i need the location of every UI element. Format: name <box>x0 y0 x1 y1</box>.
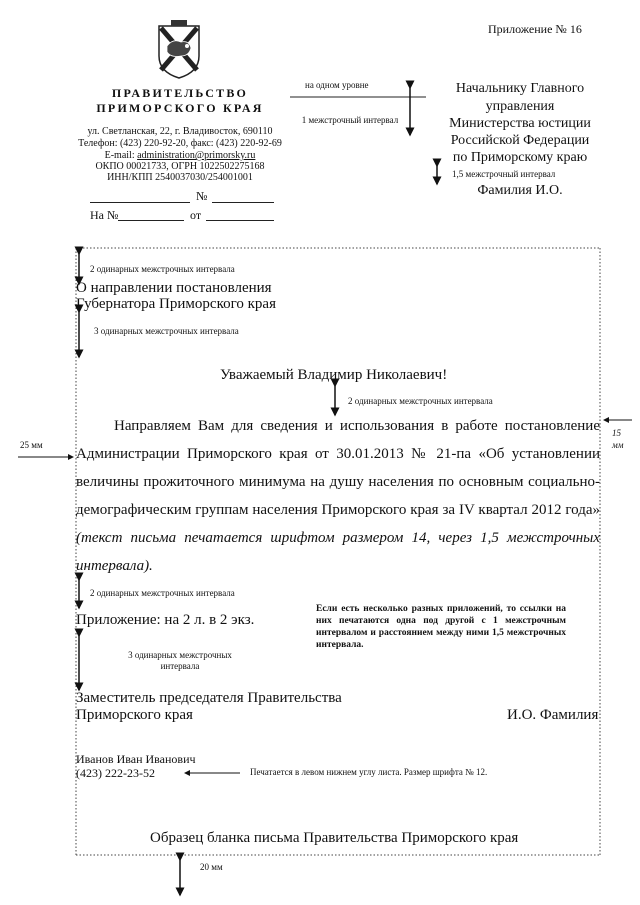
left-margin-note: 25 мм <box>20 440 43 450</box>
reply-number-line <box>118 220 184 221</box>
number-sign: № <box>196 189 208 203</box>
signature-name: И.О. Фамилия <box>507 707 599 723</box>
recipient-line2: управления <box>485 99 555 114</box>
right-margin-note-value: 15 <box>612 428 621 438</box>
recipient-line1: Начальнику Главного <box>455 81 585 96</box>
letter-body-text: Направляем Вам для сведения и использования в работе постановление Администрации Приморского края от 30.01.2013 № 21-па «Об установлении величины прожиточного минимума на душу населения по основным социально-демографическим группам населения Приморского края за IV квартал 2012 года» <box>76 418 600 518</box>
appendix-label: Приложение № 16 <box>488 22 582 36</box>
org-inn: ИНН/КПП 2540037030/254001001 <box>107 172 253 183</box>
coat-of-arms-icon <box>155 20 203 80</box>
subject-line1: О направлении постановления <box>76 280 272 296</box>
bottom-margin-note: 20 мм <box>200 862 223 872</box>
one-half-interval-note: 1,5 межстрочный интервал <box>452 169 556 179</box>
org-address: ул. Светланская, 22, г. Владивосток, 690110 <box>87 126 273 137</box>
attachment-spacing-note: 2 одинарных межстрочных интервала <box>90 588 235 598</box>
subject-spacing-note: 2 одинарных межстрочных интервала <box>90 264 235 274</box>
subject-line2: Губернатора Приморского края <box>76 296 276 312</box>
number-value-line <box>212 202 274 203</box>
signature-spacing-note-line2: интервала <box>160 661 200 671</box>
org-title-line2: ПРИМОРСКОГО КРАЯ <box>96 101 264 115</box>
recipient-line3: Министерства юстиции <box>449 116 591 131</box>
signature-position-line2: Приморского края <box>76 707 193 723</box>
right-margin-note-unit: мм <box>612 440 624 450</box>
number-blank-line <box>90 202 190 203</box>
org-okpo: ОКПО 00021733, ОГРН 1022502275168 <box>95 161 265 172</box>
attachment-note: Если есть несколько разных приложений, то ссылки на них печатаются одна под другой с 1 межстрочным интервалом и расстоянием между ними 1,5 межстрочных интервала. <box>316 604 566 650</box>
recipient-line4: Российской Федерации <box>450 133 590 148</box>
greeting-spacing-note: 3 одинарных межстрочных интервала <box>94 326 239 336</box>
one-interval-note: 1 межстрочный интервал <box>301 115 399 125</box>
recipient-line5: по Приморскому краю <box>452 150 588 165</box>
reply-date-label: от <box>190 208 202 222</box>
signature-spacing-note-line1: 3 одинарных межстрочных <box>128 650 232 660</box>
executor-note: Печатается в левом нижнем углу листа. Размер шрифта № 12. <box>250 767 488 777</box>
executor-name: Иванов Иван Иванович <box>76 752 196 766</box>
same-level-note: на одном уровне <box>305 80 369 90</box>
caption: Образец бланка письма Правительства Приморского края <box>150 830 519 846</box>
org-title-line1: ПРАВИТЕЛЬСТВО <box>111 86 249 100</box>
recipient-name: Фамилия И.О. <box>477 183 563 198</box>
signature-position-line1: Заместитель председателя Правительства <box>76 690 342 706</box>
executor-phone: (423) 222-23-52 <box>76 766 155 780</box>
greeting: Уважаемый Владимир Николаевич! <box>220 367 448 383</box>
org-phone: Телефон: (423) 220-92-20, факс: (423) 220-92-69 <box>78 138 282 149</box>
org-email: E-mail: administration@primorsky.ru <box>104 150 256 161</box>
reply-to-number-label: На № <box>90 208 119 222</box>
letter-body-note: (текст письма печатается шрифтом размером 14, через 1,5 межстрочных интервала). <box>76 530 600 574</box>
attachment-line: Приложение: на 2 л. в 2 экз. <box>76 612 255 628</box>
email-link[interactable]: administration@primorsky.ru <box>137 150 256 161</box>
letter-body <box>76 412 600 580</box>
reply-date-line <box>206 220 274 221</box>
body-spacing-note: 2 одинарных межстрочных интервала <box>348 396 493 406</box>
